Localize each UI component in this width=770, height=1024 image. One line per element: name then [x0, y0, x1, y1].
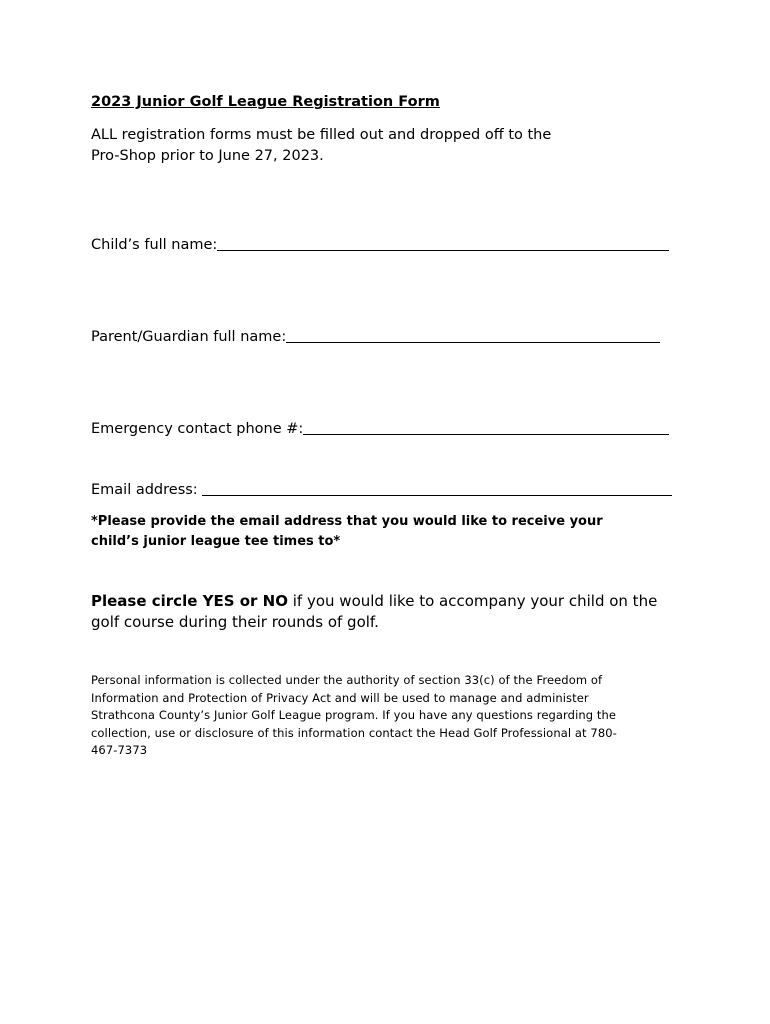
privacy-notice	[91, 672, 691, 760]
child-name-field[interactable]	[91, 236, 669, 253]
email-note	[91, 512, 671, 552]
privacy-line: Strathcona County’s Junior Golf League program. If you have any questions regarding the	[91, 708, 617, 722]
privacy-line: 467-7373	[91, 743, 148, 757]
parent-name-blank[interactable]	[286, 328, 660, 343]
form-title: 2023 Junior Golf League Registration Form	[91, 94, 440, 110]
privacy-line: Information and Protection of Privacy Act and will be used to manage and administer	[91, 690, 589, 705]
intro-text	[91, 125, 611, 167]
intro-line-1: ALL registration forms must be filled out and dropped off to the	[91, 127, 552, 143]
emergency-phone-blank[interactable]	[303, 420, 669, 435]
accompany-line-1	[91, 591, 691, 612]
parent-name-label: Parent/Guardian full name:	[91, 329, 287, 345]
email-label: Email address:	[91, 482, 203, 498]
emergency-phone-field[interactable]	[91, 420, 669, 437]
intro-line-2: Pro-Shop prior to June 27, 2023.	[91, 148, 324, 164]
accompany-rest-text: if you would like to accompany your child on the	[287, 592, 658, 610]
accompany-bold-text: Please circle YES or NO	[91, 592, 288, 610]
parent-name-field[interactable]	[91, 328, 660, 345]
emergency-phone-label: Emergency contact phone #:	[91, 421, 304, 437]
email-note-line-2: child’s junior league tee times to*	[91, 534, 341, 549]
email-field[interactable]	[91, 481, 672, 498]
accompany-instruction	[91, 591, 691, 633]
privacy-line: Personal information is collected under the authority of section 33(c) of the Freedom of	[91, 673, 603, 687]
email-blank[interactable]	[202, 481, 672, 496]
accompany-line-2: golf course during their rounds of golf.	[91, 613, 379, 631]
child-name-blank[interactable]	[217, 236, 669, 251]
child-name-label: Child’s full name:	[91, 237, 218, 253]
email-note-line-1: *Please provide the email address that you would like to receive your	[91, 514, 603, 529]
privacy-line: collection, use or disclosure of this information contact the Head Golf Professional at 780-	[91, 725, 617, 740]
